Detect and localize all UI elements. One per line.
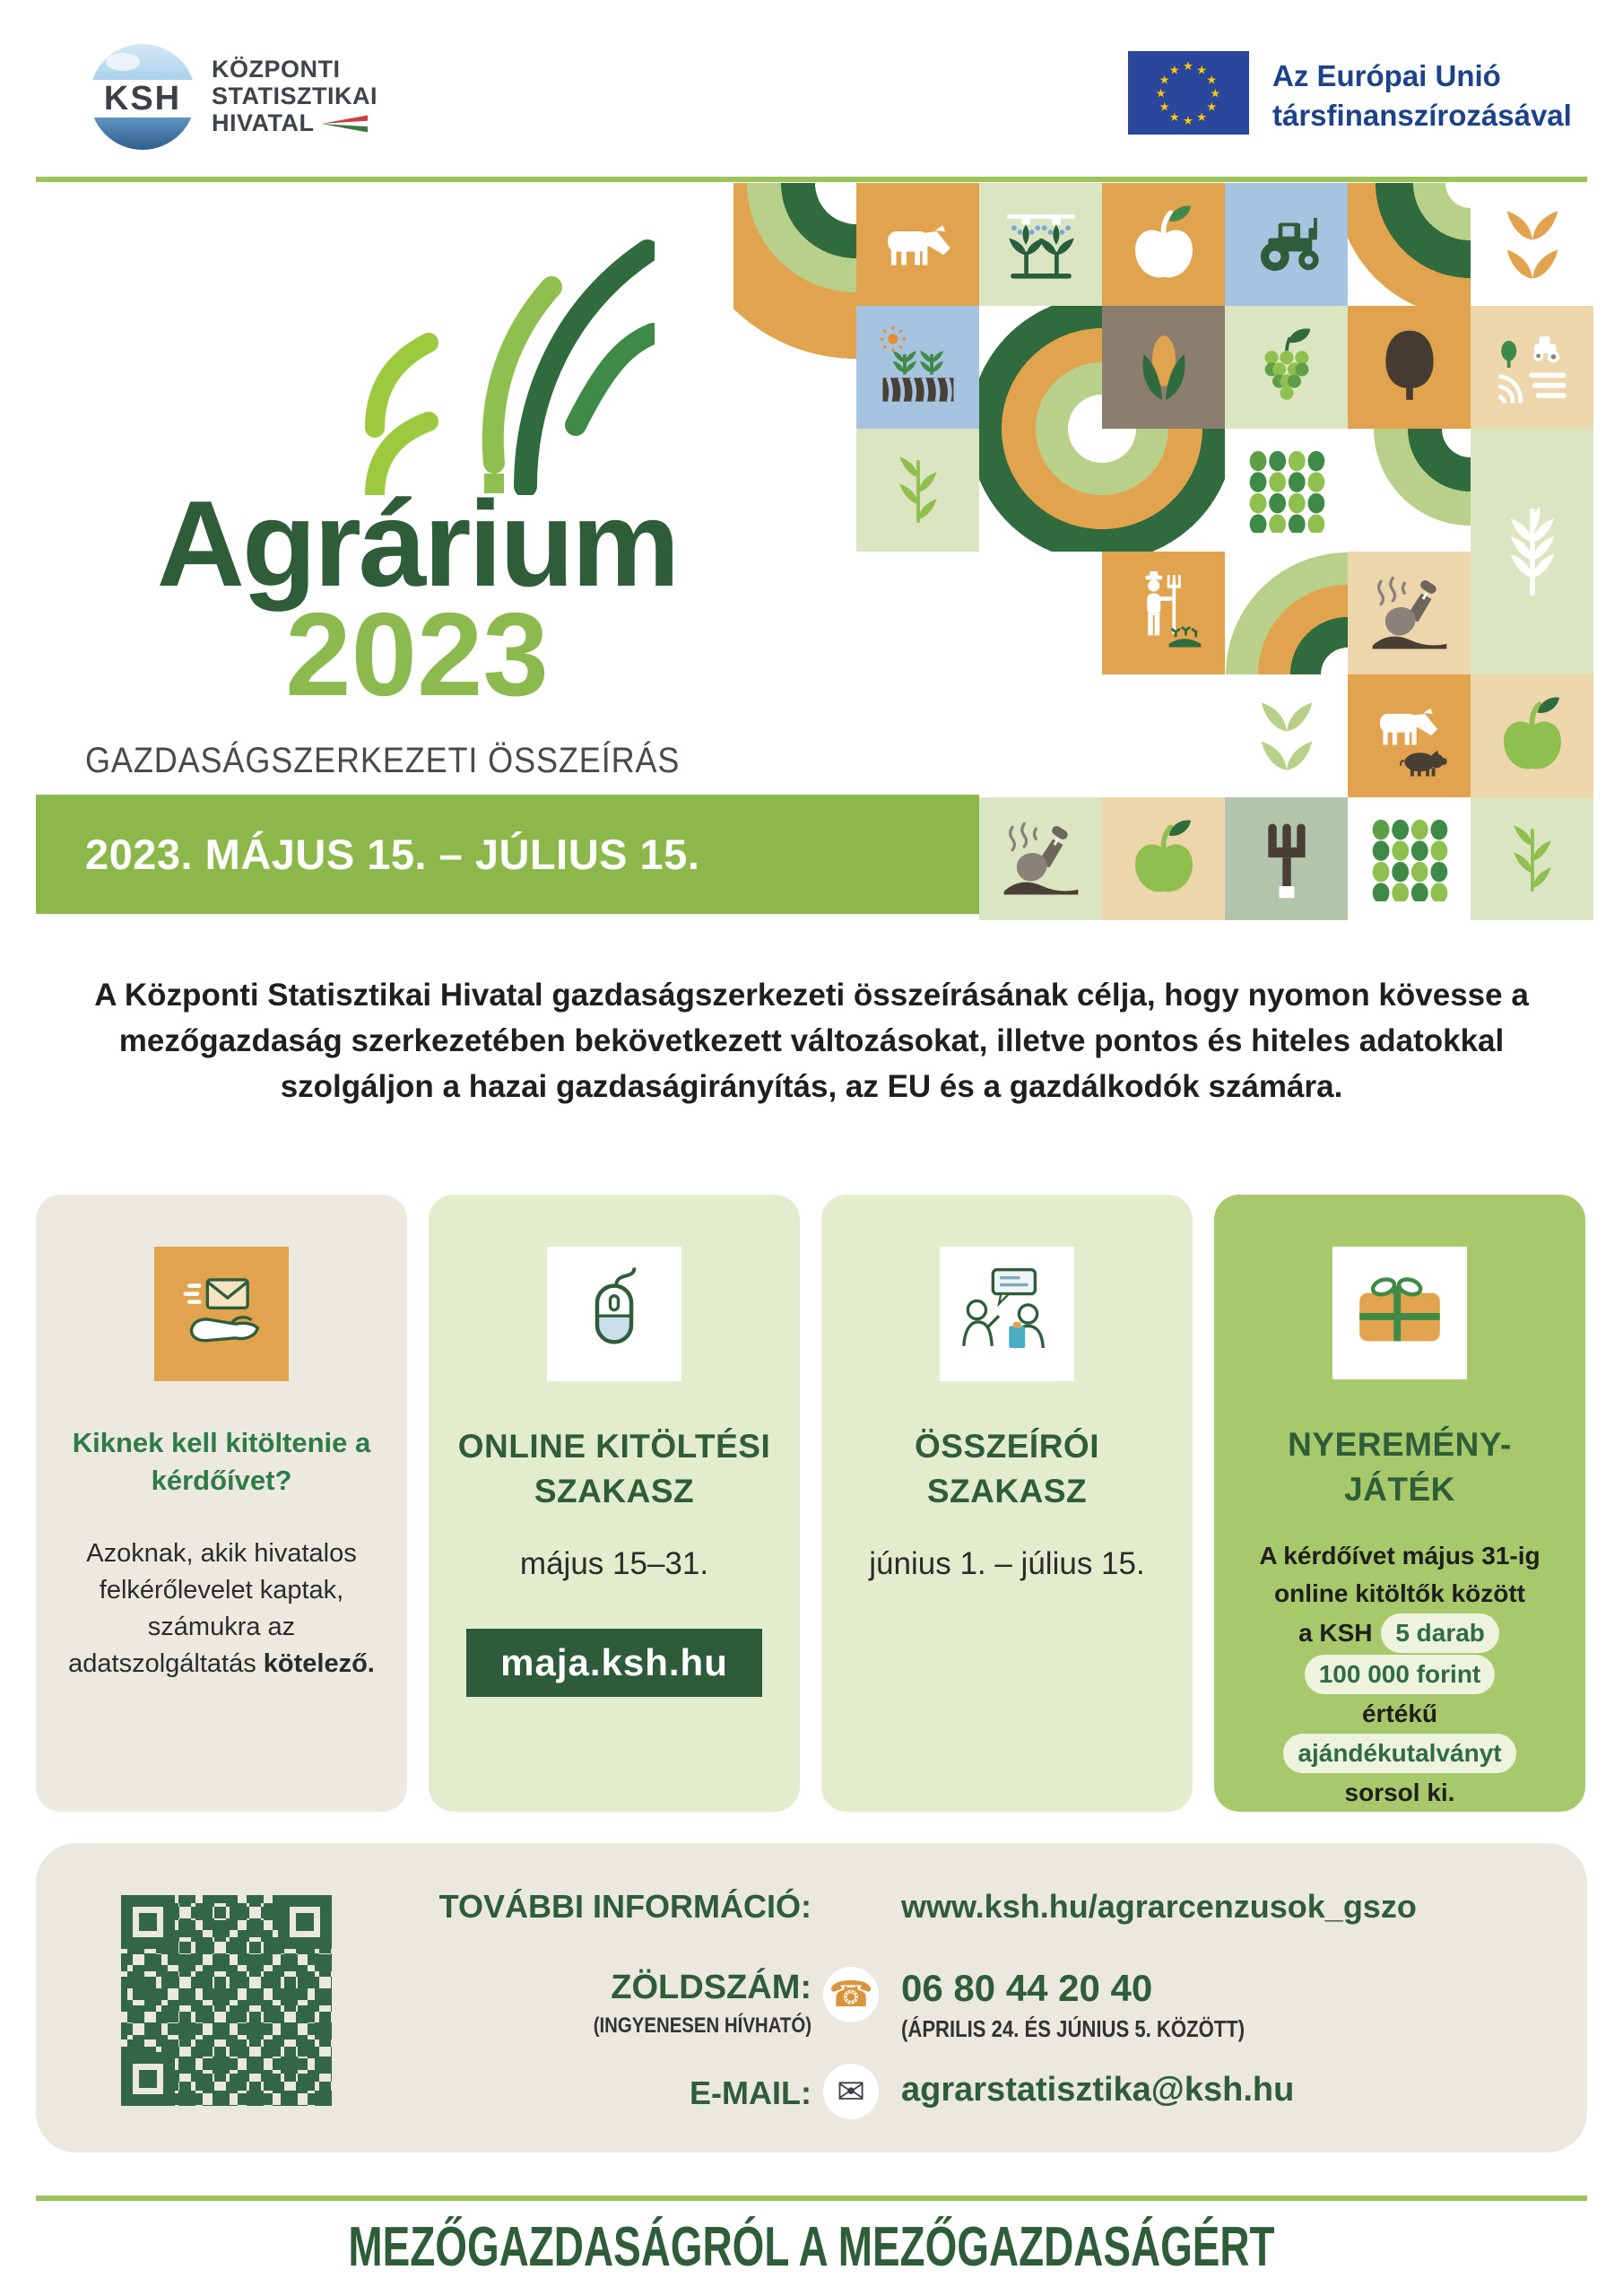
shovel-icon xyxy=(1367,571,1452,656)
svg-text:★: ★ xyxy=(1196,64,1208,78)
rainbow-arc-icon xyxy=(1225,552,1348,674)
wheat-spike-tile xyxy=(1471,429,1593,674)
svg-text:★: ★ xyxy=(1155,87,1167,101)
card-body xyxy=(36,1535,407,1683)
ksh-name-line2: STATISZTIKAI xyxy=(212,82,378,109)
eu-cofinancing-text: Az Európai Unió társfinanszírozásával xyxy=(1272,59,1572,132)
svg-text:★: ★ xyxy=(1183,60,1193,74)
plant-sprig-icon xyxy=(1490,817,1575,901)
wheat-icon xyxy=(1490,203,1575,287)
page-subtitle: GAZDASÁGSZERKEZETI ÖSSZEÍRÁS xyxy=(85,741,681,780)
footer-slogan: MEZŐGAZDASÁGRÓL A MEZŐGAZDASÁGÉRT xyxy=(348,2216,1275,2278)
wheat-spike-icon xyxy=(1483,447,1582,657)
prize-highlight: 100 000 forint xyxy=(1305,1655,1496,1694)
tractor-tile xyxy=(1225,183,1348,306)
hungarian-flag-chevron-icon xyxy=(321,111,368,138)
header-divider-line xyxy=(36,177,1587,182)
maja-ksh-hu-button[interactable]: maja.ksh.hu xyxy=(466,1629,762,1697)
ksh-name-line3: HIVATAL xyxy=(212,109,315,137)
card-title: Kiknek kell kitöltenie a kérdőívet? xyxy=(72,1427,371,1496)
cow-icon xyxy=(876,203,960,287)
corn-icon xyxy=(1122,326,1206,410)
tractor-icon xyxy=(1245,203,1329,287)
farmer-icon xyxy=(1122,571,1206,656)
footer-divider-line xyxy=(36,2196,1587,2201)
email-address[interactable]: agrarstatisztika@ksh.hu xyxy=(901,2071,1295,2109)
mail-icon: ✉ xyxy=(823,2064,879,2119)
olives-tile xyxy=(1225,429,1348,552)
cow-tile xyxy=(856,183,979,306)
leaves-icon xyxy=(1245,694,1329,778)
card-enumerator-phase xyxy=(821,1195,1193,1812)
green-number-label: ZÖLDSZÁM: xyxy=(611,1969,812,2006)
page-title: Agrárium xyxy=(156,475,678,612)
computer-mouse-icon xyxy=(547,1247,681,1381)
card-body-bold: kötelező. xyxy=(263,1649,375,1679)
olives-icon xyxy=(1367,817,1452,901)
shovel-tile xyxy=(979,797,1102,920)
apple-icon xyxy=(1490,694,1575,778)
ksh-name-line1: KÖZPONTI xyxy=(212,55,341,83)
apple-icon xyxy=(1122,817,1206,901)
grapes-icon xyxy=(1245,326,1329,410)
rainbow-arc-icon xyxy=(1348,183,1471,306)
svg-text:★: ★ xyxy=(1206,100,1218,115)
sprinkler-tile xyxy=(979,183,1102,306)
rainbow-arc-icon xyxy=(733,183,856,429)
svg-text:★: ★ xyxy=(1168,64,1180,78)
shovel-icon xyxy=(999,817,1083,901)
prize-line: a KSH xyxy=(1298,1619,1373,1647)
prize-line: A kérdőívet május 31-ig xyxy=(1259,1542,1541,1570)
apple-tile xyxy=(1102,183,1225,306)
shovel-tile xyxy=(1348,552,1471,674)
grapes-tile xyxy=(1225,306,1348,429)
date-banner: 2023. MÁJUS 15. – JÚLIUS 15. xyxy=(36,795,979,914)
svg-text:★: ★ xyxy=(1159,100,1170,115)
eu-cofinancing-block xyxy=(1128,51,1572,135)
card-title: ÖSSZEÍRÓI SZAKASZ xyxy=(915,1428,1099,1509)
ksh-logo xyxy=(90,43,520,151)
plant-sprig-icon xyxy=(876,448,960,533)
card-body-text: Azoknak, akik hivatalos felkérőlevelet kaptak, számukra az adatszolgáltatás xyxy=(68,1538,357,1679)
apple-tile xyxy=(1102,797,1225,920)
olives-tile xyxy=(1348,797,1471,920)
wheat-tile xyxy=(1471,183,1593,306)
ksh-logo-sphere xyxy=(90,44,195,150)
apple-tile xyxy=(1471,674,1593,797)
ksh-name xyxy=(212,56,378,139)
olives-icon xyxy=(1245,448,1329,533)
sun-field-tile xyxy=(856,306,979,429)
farmer-tile xyxy=(1102,552,1225,674)
more-info-label: TOVÁBBI INFORMÁCIÓ: xyxy=(438,1888,812,1925)
card-who-must-fill xyxy=(36,1195,407,1812)
farm-field-tile xyxy=(1471,306,1593,429)
plant-sprig-tile xyxy=(856,429,979,552)
sprinkler-icon xyxy=(999,203,1083,287)
prize-description xyxy=(1248,1537,1550,1812)
svg-text:★: ★ xyxy=(1159,74,1170,88)
prize-line: sorsol ki. xyxy=(1344,1779,1455,1806)
gift-card-icon xyxy=(1332,1247,1467,1379)
pitchfork-icon xyxy=(1245,817,1329,901)
prize-line: online kitöltők között xyxy=(1273,1579,1525,1607)
contact-info-box xyxy=(36,1843,1587,2152)
pitchfork-tile xyxy=(1225,797,1348,920)
intro-paragraph: A Központi Statisztikai Hivatal gazdaságszerkezeti összeírásának célja, hogy nyomon kövesse a mezőgazdaság szerkezetében bekövetkezett változásokat, illetve pontos és hiteles adatokkal szolgáljon a hazai gazdaságirányítás, az EU és a gazdálkodók számára. xyxy=(94,978,1529,1104)
cow-and-pig-icon xyxy=(1367,694,1452,778)
interview-icon xyxy=(940,1247,1074,1381)
svg-text:★: ★ xyxy=(1183,114,1193,128)
farm-field-icon xyxy=(1490,326,1575,410)
prize-line: értékű xyxy=(1361,1700,1438,1727)
svg-text:★: ★ xyxy=(1196,110,1208,125)
plant-sprig-tile xyxy=(1471,797,1593,920)
svg-text:★: ★ xyxy=(1206,74,1218,88)
green-number-note: (INGYENESEN HÍVHATÓ) xyxy=(593,2013,812,2038)
info-cards xyxy=(36,1195,1587,1812)
cow-and-pig-tile xyxy=(1348,674,1471,797)
card-title: ONLINE KITÖLTÉSI SZAKASZ xyxy=(457,1428,771,1509)
corn-tile xyxy=(1102,306,1225,429)
grass-sprout-icon xyxy=(350,199,655,495)
card-online-phase xyxy=(429,1195,800,1812)
page-title-year: 2023 xyxy=(285,588,549,720)
svg-text:★: ★ xyxy=(1210,87,1221,101)
card-date: május 15–31. xyxy=(519,1545,709,1581)
tree-icon xyxy=(1367,326,1452,410)
hand-envelope-icon xyxy=(154,1247,289,1381)
card-title: NYEREMÉNY-JÁTÉK xyxy=(1288,1426,1512,1509)
website-link[interactable]: www.ksh.hu/agrarcenzusok_gszo xyxy=(901,1888,1417,1925)
sun-field-icon xyxy=(876,326,960,410)
card-prize-game xyxy=(1214,1195,1585,1812)
prize-highlight: 5 darab xyxy=(1381,1613,1499,1653)
prize-highlight: ajándékutalványt xyxy=(1283,1734,1515,1773)
card-date: június 1. – július 15. xyxy=(869,1545,1145,1581)
tree-tile xyxy=(1348,306,1471,429)
svg-text:★: ★ xyxy=(1168,110,1180,125)
leaves-tile xyxy=(1225,674,1348,797)
eu-flag-icon xyxy=(1128,51,1249,135)
phone-icon: ☎ xyxy=(823,1967,879,2022)
phone-availability-note: (ÁPRILIS 24. ÉS JÚNIUS 5. KÖZÖTT) xyxy=(901,2015,1245,2042)
email-label: E-MAIL: xyxy=(690,2074,812,2111)
apple-icon xyxy=(1122,203,1206,287)
rainbow-arc-icon xyxy=(1348,429,1471,552)
ksh-abbr: KSH xyxy=(82,80,203,117)
phone-number[interactable]: 06 80 44 20 40 xyxy=(901,1967,1153,2009)
